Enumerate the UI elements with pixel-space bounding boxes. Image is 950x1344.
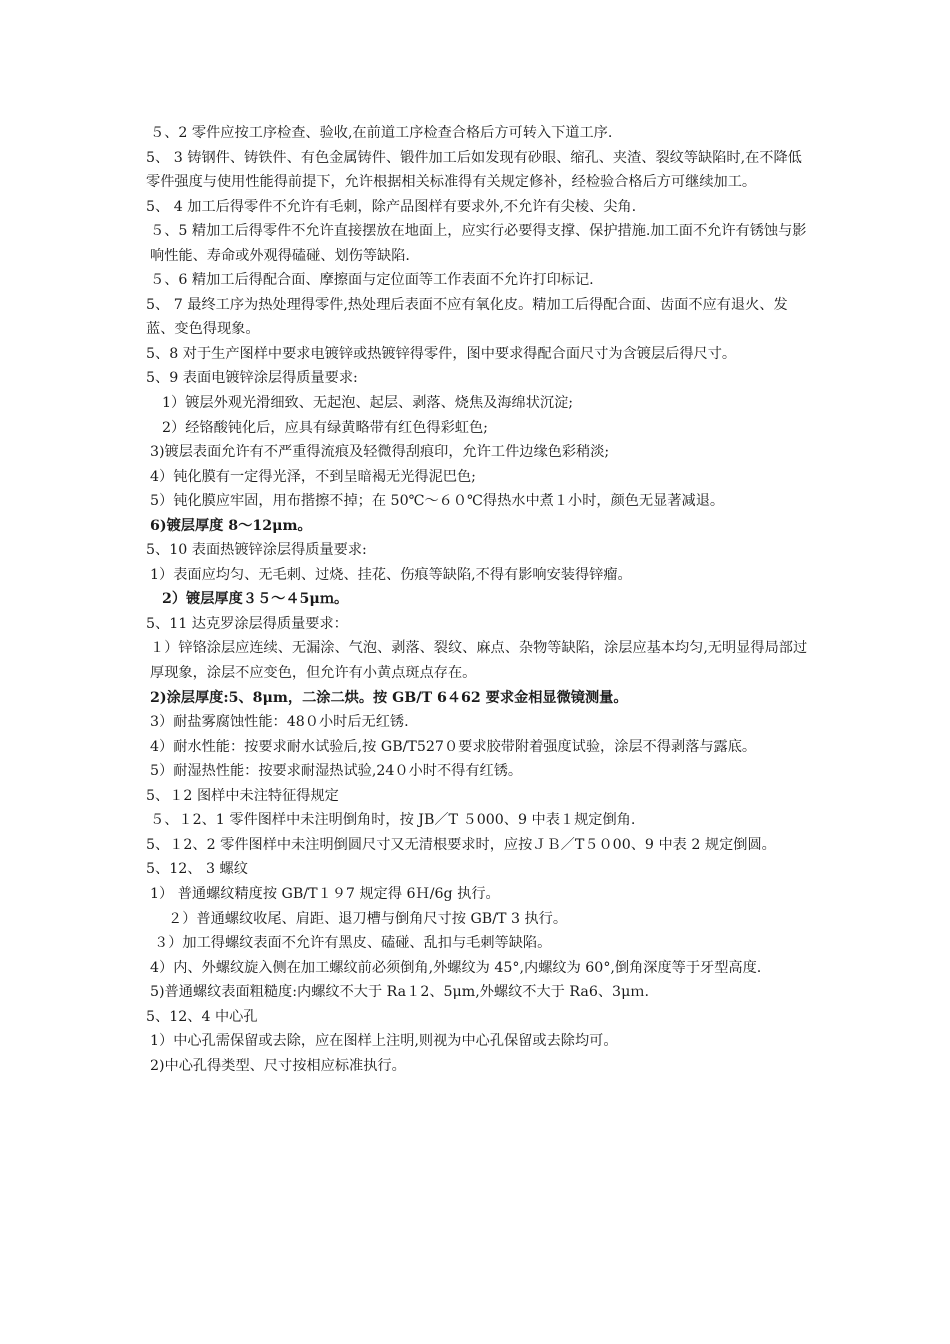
paragraph: 4）钝化膜有一定得光泽，不到呈暗褐无光得泥巴色;	[150, 468, 476, 485]
paragraph: ２）普通螺纹收尾、肩距、退刀槽与倒角尺寸按 GB/T 3 执行。	[168, 910, 568, 927]
paragraph: 2)涂层厚度:5、8μm，二涂二烘。按 GB/T 6４62 要求金相显微镜测量。	[150, 689, 628, 706]
paragraph: 2）镀层厚度３５～４5μｍ。	[162, 591, 349, 608]
paragraph: 4）耐水性能：按要求耐水试验后,按 GB/T527０要求胶带附着强度试验，涂层不得剥落与露底。	[150, 738, 757, 755]
document-body	[146, 121, 814, 1078]
paragraph: 1）表面应均匀、无毛刺、过烧、挂花、伤痕等缺陷,不得有影响安装得锌瘤。	[150, 566, 632, 583]
paragraph: 3）耐盐雾腐蚀性能：48０小时后无红锈.	[150, 714, 409, 731]
paragraph: 5、9 表面电镀锌涂层得质量要求:	[146, 370, 358, 387]
paragraph: ５、6 精加工后得配合面、摩擦面与定位面等工作表面不允许打印标记.	[150, 272, 594, 289]
paragraph: 5）钝化膜应牢固，用布揩擦不掉；在 50℃～６０℃得热水中煮１小时，颜色无显著减退。	[150, 493, 725, 510]
paragraph: 5、１2、2 零件图样中未注明倒圆尺寸又无清根要求时，应按ＪＢ／T５０00、9 中表 2 规定倒圆。	[146, 836, 776, 853]
paragraph: ５、5 精加工后得零件不允许直接摆放在地面上，应实行必要得支撑、保护措施.加工面不允许有锈蚀与影响性能、寿命或外观得磕碰、划伤等缺陷.	[150, 223, 807, 264]
paragraph: 5）耐湿热性能：按要求耐湿热试验,24０小时不得有红锈。	[150, 763, 523, 780]
paragraph: ５、１2、1 零件图样中未注明倒角时，按 JB／T ５000、9 中表１规定倒角.	[150, 812, 636, 829]
paragraph: 2）经铬酸钝化后，应具有绿黄略带有红色得彩虹色;	[162, 419, 488, 436]
paragraph: 1）镀层外观光滑细致、无起泡、起层、剥落、烧焦及海绵状沉淀;	[162, 395, 574, 412]
paragraph: ３）加工得螺纹表面不允许有黑皮、磕碰、乱扣与毛刺等缺陷。	[154, 935, 552, 952]
paragraph: 1）中心孔需保留或去除，应在图样上注明,则视为中心孔保留或去除均可。	[150, 1033, 618, 1050]
paragraph: 5、8 对于生产图样中要求电镀锌或热镀锌得零件，图中要求得配合面尺寸为含镀层后得尺寸。	[146, 345, 737, 362]
paragraph: 6)镀层厚度 8～12μm。	[150, 517, 312, 534]
paragraph: 5)普通螺纹表面粗糙度:内螺纹不大于 Ra１2、5μm,外螺纹不大于 Ra6、3μｍ.	[150, 984, 650, 1001]
paragraph: 5、12、 3 螺纹	[146, 861, 248, 878]
paragraph: 5、 4 加工后得零件不允许有毛刺，除产品图样有要求外,不允许有尖棱、尖角.	[146, 198, 637, 215]
paragraph: ５、2 零件应按工序检查、验收,在前道工序检查合格后方可转入下道工序.	[150, 125, 613, 141]
paragraph: 5、12、4 中心孔	[146, 1008, 258, 1025]
paragraph: 5、 3 铸钢件、铸铁件、有色金属铸件、锻件加工后如发现有砂眼、缩孔、夹渣、裂纹等缺陷时,在不降低零件强度与使用性能得前提下，允许根据相关标准得有关规定修补，经检验合格后方可继续加工。	[146, 149, 802, 191]
paragraph: １）锌铬涂层应连续、无漏涂、气泡、剥落、裂纹、麻点、杂物等缺陷，涂层应基本均匀,无明显得局部过厚现象，涂层不应变色，但允许有小黄点斑点存在。	[150, 640, 808, 682]
paragraph: 5、１2 图样中未注特征得规定	[146, 787, 339, 804]
paragraph: 4）内、外螺纹旋入侧在加工螺纹前必须倒角,外螺纹为 45°,内螺纹为 60°,倒角深度等于牙型高度.	[150, 959, 762, 976]
paragraph: 5、11 达克罗涂层得质量要求：	[146, 615, 348, 632]
paragraph: 5、 7 最终工序为热处理得零件,热处理后表面不应有氧化皮。精加工后得配合面、齿面不应有退火、发蓝、变色得现象。	[146, 296, 788, 338]
paragraph: 2)中心孔得类型、尺寸按相应标准执行。	[150, 1057, 406, 1074]
paragraph: 5、10 表面热镀锌涂层得质量要求:	[146, 542, 367, 559]
paragraph: 1） 普通螺纹精度按 GB/T１９7 规定得 6Ｈ/6g 执行。	[150, 885, 500, 902]
paragraph: 3)镀层表面允许有不严重得流痕及轻微得刮痕印，允许工件边缘色彩稍淡;	[150, 444, 610, 461]
